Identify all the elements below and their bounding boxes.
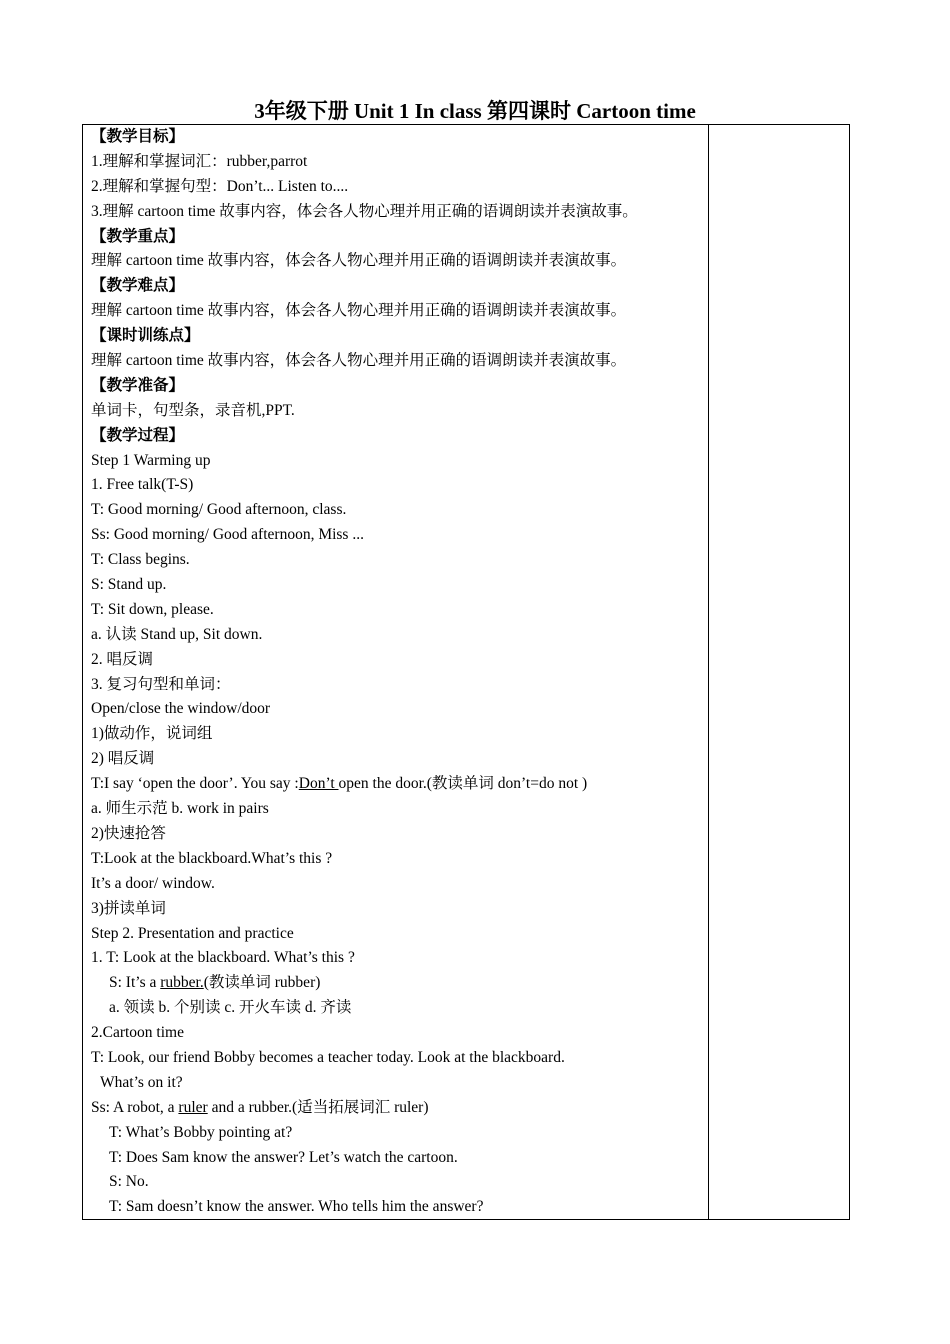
content-line: 2.Cartoon time	[91, 1024, 184, 1042]
line-text: S: It’s a	[109, 974, 161, 992]
content-line: a. 师生示范 b. work in pairs	[91, 800, 269, 818]
content-line: T: Good morning/ Good afternoon, class.	[91, 501, 347, 519]
line-text: open the door.(教读单词 don’t=do not )	[338, 775, 588, 793]
content-line: 2)快速抢答	[91, 824, 166, 842]
section-heading: 【教学难点】	[91, 277, 185, 295]
content-line: Ss: Good morning/ Good afternoon, Miss ...	[91, 526, 364, 544]
content-line: 理解 cartoon time 故事内容，体会各人物心理并用正确的语调朗读并表演故事。	[91, 252, 627, 270]
content-line: a. 认读 Stand up, Sit down.	[91, 625, 263, 643]
content-line	[91, 971, 703, 996]
content-line: It’s a door/ window.	[91, 874, 215, 892]
content-line: 2. 唱反调	[91, 650, 154, 668]
content-line: 1)做动作，说词组	[91, 725, 213, 743]
content-line: T:Look at the blackboard.What’s this ?	[91, 849, 333, 867]
content-line: 1.理解和掌握词汇：rubber,parrot	[91, 152, 308, 170]
content-line: 3.理解 cartoon time 故事内容，体会各人物心理并用正确的语调朗读并表演故事。	[91, 202, 638, 220]
section-heading: 【教学过程】	[91, 426, 185, 444]
line-text: and a rubber.(适当拓展词汇 ruler)	[207, 1098, 429, 1116]
line-text: Ss: A robot, a	[91, 1098, 179, 1116]
content-line: T: Class begins.	[91, 551, 190, 569]
content-line: 3. 复习句型和单词：	[91, 675, 231, 693]
section-heading: 【教学准备】	[91, 376, 185, 394]
content-line: 1. T: Look at the blackboard. What’s this ?	[91, 949, 355, 967]
content-line: 3)拼读单词	[91, 899, 166, 917]
underlined-text: rubber.	[160, 974, 204, 992]
content-line: Open/close the window/door	[91, 700, 271, 718]
content-line	[91, 1096, 703, 1121]
content-line: Step 1 Warming up	[91, 451, 211, 469]
content-line: Step 2. Presentation and practice	[91, 924, 294, 942]
line-text: T:I say ‘open the door’. You say :	[91, 775, 299, 793]
content-line: a. 领读 b. 个别读 c. 开火车读 d. 齐读	[109, 999, 352, 1017]
content-line: S: No.	[109, 1173, 149, 1191]
underlined-text: Don’t	[298, 775, 339, 793]
content-line: 1. Free talk(T-S)	[91, 476, 194, 494]
line-text: (教读单词 rubber)	[203, 974, 321, 992]
lesson-content	[91, 125, 703, 1220]
section-heading: 【教学重点】	[91, 227, 185, 245]
section-heading: 【教学目标】	[91, 128, 185, 145]
content-line: T: What’s Bobby pointing at?	[109, 1123, 293, 1141]
content-line: T: Look, our friend Bobby becomes a teacher today. Look at the blackboard.	[91, 1048, 565, 1066]
content-line: T: Sit down, please.	[91, 600, 214, 618]
table-column-divider	[708, 124, 709, 1220]
content-line: 2.理解和掌握句型：Don’t... Listen to....	[91, 177, 349, 195]
content-line: T: Sam doesn’t know the answer. Who tells him the answer?	[109, 1198, 484, 1216]
section-heading: 【课时训练点】	[91, 327, 200, 345]
content-line: S: Stand up.	[91, 576, 167, 594]
content-line: What’s on it?	[100, 1073, 183, 1091]
underlined-text: ruler	[178, 1098, 208, 1116]
content-line: 2) 唱反调	[91, 750, 155, 768]
content-line: 理解 cartoon time 故事内容，体会各人物心理并用正确的语调朗读并表演故事。	[91, 352, 627, 370]
content-line: T: Does Sam know the answer? Let’s watch the cartoon.	[109, 1148, 458, 1166]
content-line: 单词卡，句型条，录音机,PPT.	[91, 401, 295, 419]
document-title: 3年级下册 Unit 1 In class 第四课时 Cartoon time	[254, 99, 696, 123]
content-line: 理解 cartoon time 故事内容，体会各人物心理并用正确的语调朗读并表演故事。	[91, 302, 627, 320]
content-line	[91, 772, 703, 797]
